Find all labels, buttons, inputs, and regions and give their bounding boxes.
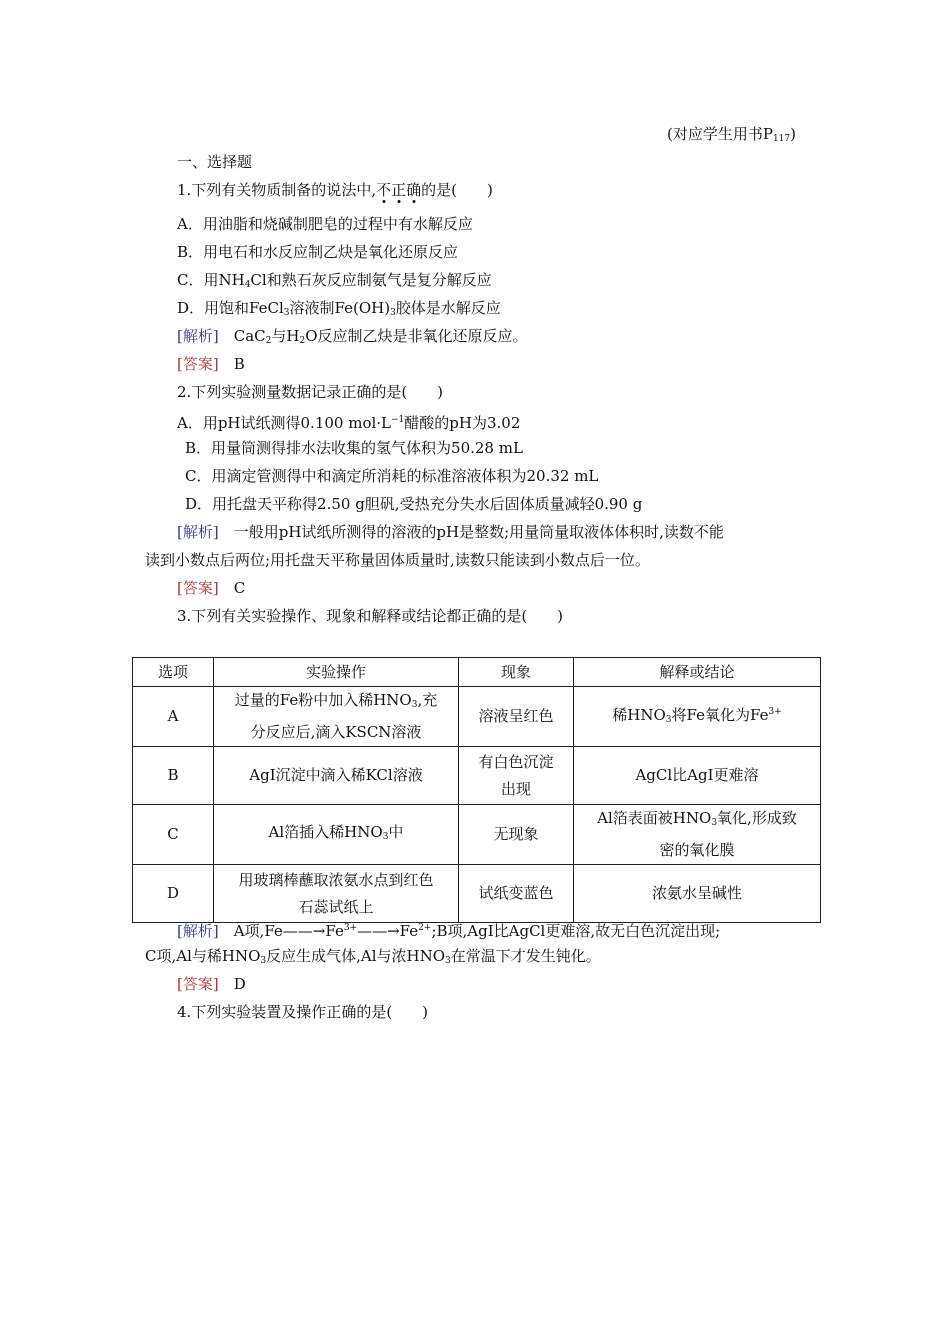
question-4-stem: 4.下列实验装置及操作正确的是( ) — [177, 1003, 429, 1021]
question-3-analysis-line-2: C项,Al与稀$HNO_3$反应生成气体,Al与浓$HNO_3$在常温下才发生钝化。 — [145, 947, 601, 966]
row-option: B — [133, 747, 214, 805]
analysis-tag: [解析] — [177, 922, 219, 940]
table-header-row — [133, 658, 821, 687]
question-2-option-c: C．用滴定管测得中和滴定所消耗的标准溶液体积为20.32 mL — [185, 467, 599, 485]
header-conclusion: 解释或结论 — [574, 658, 821, 687]
header-phenomenon: 现象 — [459, 658, 574, 687]
question-1-stem: 1.下列有关物质制备的说法中,不正确的是( ) — [177, 181, 493, 199]
question-1-answer: [答案] B — [177, 355, 245, 373]
page-reference: (对应学生用书$P_{117}$) — [667, 125, 796, 144]
header-operation: 实验操作 — [214, 658, 459, 687]
row-operation: 过量的Fe粉中加入稀$HNO_3$,充 分反应后,滴入KSCN溶液 — [214, 687, 459, 747]
table-row — [133, 687, 821, 747]
row-option: C — [133, 805, 214, 865]
question-2-option-a: A．用pH试纸测得0.100 $mol\cdot L^{-1}$醋酸的pH为3.02 — [177, 414, 521, 432]
row-option: D — [133, 865, 214, 923]
row-conclusion: 稀$HNO_3$将Fe氧化为$Fe^{3+}$ — [574, 687, 821, 747]
question-1-option-b: B．用电石和水反应制乙炔是氧化还原反应 — [177, 243, 459, 261]
row-phenomenon: 试纸变蓝色 — [459, 865, 574, 923]
header-option: 选项 — [133, 658, 214, 687]
table-row — [133, 747, 821, 805]
row-option: A — [133, 687, 214, 747]
analysis-tag: [解析] — [177, 327, 219, 345]
question-2-option-b: B．用量筒测得排水法收集的氢气体积为50.28 mL — [185, 439, 523, 457]
question-2-stem: 2.下列实验测量数据记录正确的是( ) — [177, 383, 444, 401]
row-operation: Al箔插入稀$HNO_3$中 — [214, 805, 459, 865]
question-1-analysis: [解析] CaC$_2$与$H_2O$反应制乙炔是非氧化还原反应。 — [177, 327, 528, 346]
question-3-analysis-line-1: [解析] A项$,Fe——\to Fe^{3+}——\to Fe^{2+};B$项,AgI比AgCl更难溶,故无白色沉淀出现; — [177, 922, 721, 940]
row-phenomenon: 溶液呈红色 — [459, 687, 574, 747]
section-title: 一、选择题 — [177, 153, 253, 171]
row-operation: 用玻璃棒蘸取浓氨水点到红色 石蕊试纸上 — [214, 865, 459, 923]
row-conclusion: AgCl比AgI更难溶 — [574, 747, 821, 805]
question-3-answer: [答案] D — [177, 975, 246, 993]
question-2-answer: [答案] C — [177, 579, 246, 597]
row-operation: AgI沉淀中滴入稀KCl溶液 — [214, 747, 459, 805]
row-phenomenon: 有白色沉淀 出现 — [459, 747, 574, 805]
question-1-option-a: A．用油脂和烧碱制肥皂的过程中有水解反应 — [177, 215, 473, 233]
question-1-option-d: D．用饱和FeCl$_3$溶液制$Fe(OH)_3$胶体是水解反应 — [177, 299, 501, 318]
question-2-analysis-line-2: 读到小数点后两位;用托盘天平称量固体质量时,读数只能读到小数点后一位。 — [145, 551, 650, 569]
question-1-option-c: C．用$NH_4Cl$和熟石灰反应制氨气是复分解反应 — [177, 271, 492, 290]
table-row — [133, 865, 821, 923]
answer-tag: [答案] — [177, 355, 219, 373]
table-row — [133, 805, 821, 865]
question-3-stem: 3.下列有关实验操作、现象和解释或结论都正确的是( ) — [177, 607, 564, 625]
row-phenomenon: 无现象 — [459, 805, 574, 865]
answer-tag: [答案] — [177, 975, 219, 993]
question-2-analysis-line-1: [解析] 一般用pH试纸所测得的溶液的pH是整数;用量筒量取液体体积时,读数不能 — [177, 523, 724, 541]
question-2-option-d: D．用托盘天平称得2.50 g胆矾,受热充分失水后固体质量减轻0.90 g — [185, 495, 643, 513]
row-conclusion: Al箔表面被$HNO_3$氧化,形成致 密的氧化膜 — [574, 805, 821, 865]
answer-tag: [答案] — [177, 579, 219, 597]
analysis-tag: [解析] — [177, 523, 219, 541]
experiment-table — [132, 657, 821, 923]
row-conclusion: 浓氨水呈碱性 — [574, 865, 821, 923]
